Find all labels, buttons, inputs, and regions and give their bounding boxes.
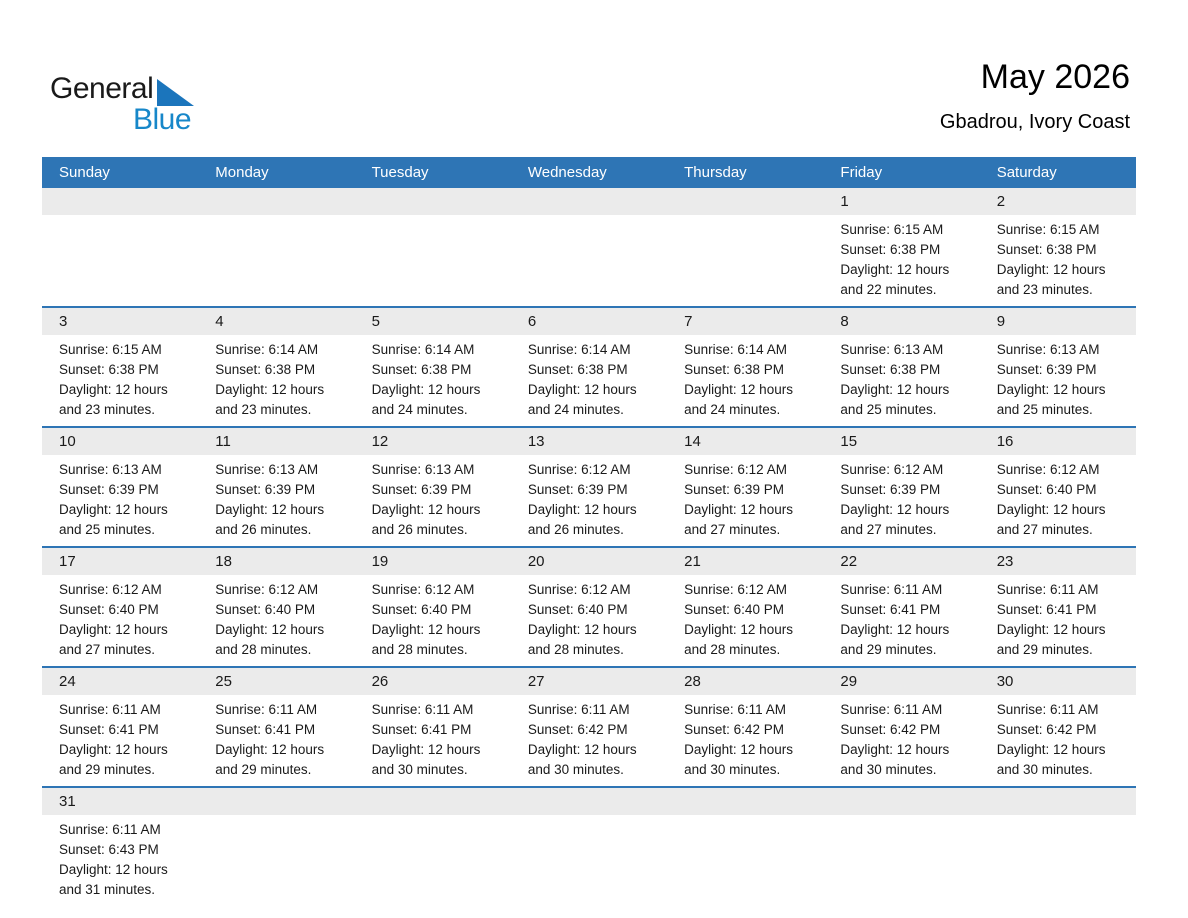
day-number: 2	[980, 188, 1136, 215]
day-info	[511, 455, 667, 546]
day-cell-26	[355, 668, 511, 786]
daylight-line-2: and 23 minutes.	[215, 402, 312, 417]
day-cell-8	[823, 308, 979, 426]
daylight-line-1: Daylight: 12 hours	[684, 382, 793, 397]
day-info	[823, 575, 979, 666]
sunset-line: Sunset: 6:40 PM	[996, 482, 1097, 497]
page-subtitle: Gbadrou, Ivory Coast	[939, 111, 1130, 133]
sunrise-line: Sunrise: 6:15 AM	[996, 222, 1100, 237]
day-cell-13	[511, 428, 667, 546]
day-number: 12	[355, 428, 511, 455]
daylight-line-1: Daylight: 12 hours	[996, 622, 1106, 637]
day-number: 6	[511, 308, 667, 335]
sunset-line: Sunset: 6:38 PM	[840, 242, 941, 257]
daylight-line-1: Daylight: 12 hours	[840, 262, 950, 277]
sunrise-line: Sunrise: 6:11 AM	[59, 702, 161, 717]
daylight-line-1: Daylight: 12 hours	[371, 382, 481, 397]
daylight-line-2: and 31 minutes.	[59, 882, 156, 897]
day-info	[980, 215, 1136, 306]
daylight-line-2: and 27 minutes.	[840, 522, 937, 537]
day-info	[980, 455, 1136, 546]
sunset-line: Sunset: 6:42 PM	[527, 722, 628, 737]
day-number-empty	[198, 788, 354, 815]
daylight-line-2: and 28 minutes.	[527, 642, 624, 657]
title-block	[940, 58, 1130, 134]
daylight-line-2: and 28 minutes.	[684, 642, 781, 657]
day-number-empty	[355, 188, 511, 215]
day-cell-21	[667, 548, 823, 666]
day-cell-11	[198, 428, 354, 546]
day-cell-23	[980, 548, 1136, 666]
day-info	[42, 335, 198, 426]
sunrise-line: Sunrise: 6:12 AM	[684, 582, 787, 597]
day-number: 3	[42, 308, 198, 335]
day-number: 5	[355, 308, 511, 335]
daylight-line-2: and 26 minutes.	[371, 522, 468, 537]
daylight-line-2: and 24 minutes.	[527, 402, 624, 417]
sunrise-line: Sunrise: 6:12 AM	[684, 462, 787, 477]
sunrise-line: Sunrise: 6:11 AM	[527, 702, 630, 717]
day-cell-24	[42, 668, 198, 786]
day-info	[42, 455, 198, 546]
day-info	[667, 695, 823, 786]
day-info	[198, 695, 354, 786]
sunrise-line: Sunrise: 6:11 AM	[684, 702, 786, 717]
sunrise-line: Sunrise: 6:13 AM	[59, 462, 162, 477]
day-info	[980, 335, 1136, 426]
sunset-line: Sunset: 6:41 PM	[215, 722, 316, 737]
daylight-line-1: Daylight: 12 hours	[59, 502, 168, 517]
sunrise-line: Sunrise: 6:14 AM	[215, 342, 319, 357]
sunrise-line: Sunrise: 6:11 AM	[996, 702, 1099, 717]
daylight-line-1: Daylight: 12 hours	[527, 382, 637, 397]
daylight-line-1: Daylight: 12 hours	[996, 382, 1106, 397]
day-number: 11	[198, 428, 354, 455]
week-row-6	[42, 788, 1136, 906]
day-cell-28	[667, 668, 823, 786]
daylight-line-2: and 28 minutes.	[371, 642, 468, 657]
sunset-line: Sunset: 6:38 PM	[371, 362, 472, 377]
daylight-line-2: and 29 minutes.	[996, 642, 1093, 657]
sunrise-line: Sunrise: 6:12 AM	[215, 582, 319, 597]
day-info	[823, 215, 979, 306]
day-cell-6	[511, 308, 667, 426]
day-info	[980, 695, 1136, 786]
day-cell-22	[823, 548, 979, 666]
day-info	[355, 695, 511, 786]
daylight-line-1: Daylight: 12 hours	[371, 742, 481, 757]
sunset-line: Sunset: 6:43 PM	[59, 842, 159, 857]
calendar-weeks	[42, 188, 1136, 906]
sunset-line: Sunset: 6:38 PM	[996, 242, 1097, 257]
general-blue-logo	[50, 72, 200, 134]
day-number: 27	[511, 668, 667, 695]
empty-day-cell	[198, 788, 354, 906]
day-number: 10	[42, 428, 198, 455]
daylight-line-1: Daylight: 12 hours	[527, 742, 637, 757]
sunrise-line: Sunrise: 6:12 AM	[996, 462, 1100, 477]
day-number: 21	[667, 548, 823, 575]
day-cell-9	[980, 308, 1136, 426]
day-number: 31	[42, 788, 198, 815]
day-number: 7	[667, 308, 823, 335]
day-cell-1	[823, 188, 979, 306]
daylight-line-1: Daylight: 12 hours	[59, 382, 168, 397]
day-cell-3	[42, 308, 198, 426]
daylight-line-1: Daylight: 12 hours	[996, 262, 1106, 277]
daylight-line-2: and 23 minutes.	[996, 282, 1093, 297]
day-number: 24	[42, 668, 198, 695]
sunset-line: Sunset: 6:39 PM	[59, 482, 159, 497]
day-number: 4	[198, 308, 354, 335]
daylight-line-1: Daylight: 12 hours	[996, 502, 1106, 517]
daylight-line-1: Daylight: 12 hours	[215, 742, 325, 757]
day-number-empty	[511, 188, 667, 215]
day-cell-29	[823, 668, 979, 786]
daylight-line-1: Daylight: 12 hours	[371, 622, 481, 637]
sunrise-line: Sunrise: 6:11 AM	[215, 702, 318, 717]
day-info	[980, 575, 1136, 666]
day-header-saturday: Saturday	[996, 164, 1057, 181]
day-cell-19	[355, 548, 511, 666]
sunrise-line: Sunrise: 6:14 AM	[684, 342, 787, 357]
day-cell-7	[667, 308, 823, 426]
empty-day-cell	[667, 188, 823, 306]
sunset-line: Sunset: 6:40 PM	[215, 602, 316, 617]
day-info	[511, 335, 667, 426]
day-number: 29	[823, 668, 979, 695]
day-info	[198, 575, 354, 666]
sunset-line: Sunset: 6:38 PM	[527, 362, 628, 377]
daylight-line-1: Daylight: 12 hours	[215, 382, 325, 397]
day-cell-5	[355, 308, 511, 426]
sunrise-line: Sunrise: 6:11 AM	[996, 582, 1099, 597]
daylight-line-1: Daylight: 12 hours	[59, 622, 168, 637]
daylight-line-2: and 30 minutes.	[527, 762, 624, 777]
sunset-line: Sunset: 6:39 PM	[996, 362, 1097, 377]
daylight-line-2: and 30 minutes.	[840, 762, 937, 777]
daylight-line-1: Daylight: 12 hours	[684, 502, 793, 517]
day-number: 22	[823, 548, 979, 575]
day-number-empty	[667, 188, 823, 215]
daylight-line-2: and 26 minutes.	[215, 522, 312, 537]
day-cell-14	[667, 428, 823, 546]
sunrise-line: Sunrise: 6:11 AM	[59, 822, 161, 837]
day-cell-31	[42, 788, 198, 906]
day-info	[511, 695, 667, 786]
daylight-line-2: and 29 minutes.	[840, 642, 937, 657]
sunset-line: Sunset: 6:38 PM	[840, 362, 941, 377]
sunrise-line: Sunrise: 6:15 AM	[59, 342, 162, 357]
week-row-4	[42, 548, 1136, 668]
day-number-empty	[980, 788, 1136, 815]
daylight-line-2: and 29 minutes.	[215, 762, 312, 777]
day-number-empty	[42, 188, 198, 215]
sunset-line: Sunset: 6:42 PM	[840, 722, 941, 737]
day-cell-17	[42, 548, 198, 666]
daylight-line-2: and 23 minutes.	[59, 402, 156, 417]
day-info	[42, 695, 198, 786]
sunrise-line: Sunrise: 6:12 AM	[527, 582, 631, 597]
daylight-line-1: Daylight: 12 hours	[840, 622, 950, 637]
sunrise-line: Sunrise: 6:12 AM	[527, 462, 631, 477]
day-cell-10	[42, 428, 198, 546]
day-number: 17	[42, 548, 198, 575]
sunset-line: Sunset: 6:39 PM	[840, 482, 941, 497]
day-number: 30	[980, 668, 1136, 695]
sunrise-line: Sunrise: 6:13 AM	[996, 342, 1100, 357]
sunset-line: Sunset: 6:38 PM	[684, 362, 784, 377]
day-info	[198, 455, 354, 546]
daylight-line-1: Daylight: 12 hours	[215, 622, 325, 637]
empty-day-cell	[42, 188, 198, 306]
daylight-line-2: and 29 minutes.	[59, 762, 156, 777]
day-number: 19	[355, 548, 511, 575]
page-title: May 2026	[980, 58, 1130, 96]
daylight-line-1: Daylight: 12 hours	[527, 622, 637, 637]
daylight-line-2: and 24 minutes.	[371, 402, 468, 417]
day-info	[355, 335, 511, 426]
day-info	[667, 575, 823, 666]
daylight-line-1: Daylight: 12 hours	[371, 502, 481, 517]
sunset-line: Sunset: 6:41 PM	[371, 722, 472, 737]
day-info	[511, 575, 667, 666]
empty-day-cell	[355, 788, 511, 906]
day-cell-20	[511, 548, 667, 666]
daylight-line-2: and 30 minutes.	[996, 762, 1093, 777]
sunset-line: Sunset: 6:38 PM	[59, 362, 159, 377]
sunrise-line: Sunrise: 6:14 AM	[527, 342, 631, 357]
sunrise-line: Sunrise: 6:12 AM	[371, 582, 475, 597]
empty-day-cell	[198, 188, 354, 306]
daylight-line-1: Daylight: 12 hours	[840, 502, 950, 517]
daylight-line-1: Daylight: 12 hours	[840, 382, 950, 397]
day-info	[823, 695, 979, 786]
daylight-line-2: and 24 minutes.	[684, 402, 781, 417]
daylight-line-1: Daylight: 12 hours	[684, 622, 793, 637]
day-number: 26	[355, 668, 511, 695]
empty-day-cell	[823, 788, 979, 906]
sunset-line: Sunset: 6:39 PM	[527, 482, 628, 497]
sunset-line: Sunset: 6:38 PM	[215, 362, 316, 377]
day-number: 1	[823, 188, 979, 215]
day-number-empty	[667, 788, 823, 815]
day-number-empty	[198, 188, 354, 215]
day-number: 16	[980, 428, 1136, 455]
day-number: 13	[511, 428, 667, 455]
empty-day-cell	[511, 788, 667, 906]
logo-general-text: General	[50, 72, 154, 105]
day-number-empty	[355, 788, 511, 815]
sunset-line: Sunset: 6:41 PM	[59, 722, 159, 737]
sunrise-line: Sunrise: 6:15 AM	[840, 222, 944, 237]
day-cell-2	[980, 188, 1136, 306]
sunrise-line: Sunrise: 6:13 AM	[840, 342, 944, 357]
sunrise-line: Sunrise: 6:11 AM	[371, 702, 474, 717]
sunset-line: Sunset: 6:41 PM	[996, 602, 1097, 617]
sunrise-line: Sunrise: 6:12 AM	[840, 462, 944, 477]
daylight-line-1: Daylight: 12 hours	[215, 502, 325, 517]
day-info	[42, 815, 198, 906]
day-header-sunday: Sunday	[59, 164, 110, 181]
day-info	[667, 455, 823, 546]
day-cell-25	[198, 668, 354, 786]
day-info	[198, 335, 354, 426]
day-number: 14	[667, 428, 823, 455]
day-cell-30	[980, 668, 1136, 786]
day-number-empty	[511, 788, 667, 815]
day-info	[355, 575, 511, 666]
daylight-line-2: and 27 minutes.	[684, 522, 781, 537]
week-row-3	[42, 428, 1136, 548]
day-number: 9	[980, 308, 1136, 335]
daylight-line-2: and 25 minutes.	[996, 402, 1093, 417]
daylight-line-1: Daylight: 12 hours	[996, 742, 1106, 757]
sunrise-line: Sunrise: 6:13 AM	[371, 462, 475, 477]
daylight-line-2: and 28 minutes.	[215, 642, 312, 657]
daylight-line-2: and 27 minutes.	[996, 522, 1093, 537]
sunrise-line: Sunrise: 6:12 AM	[59, 582, 162, 597]
sunset-line: Sunset: 6:39 PM	[371, 482, 472, 497]
daylight-line-1: Daylight: 12 hours	[840, 742, 950, 757]
sunset-line: Sunset: 6:40 PM	[684, 602, 784, 617]
day-cell-12	[355, 428, 511, 546]
day-info	[667, 335, 823, 426]
day-info	[42, 575, 198, 666]
sunrise-line: Sunrise: 6:11 AM	[840, 702, 943, 717]
sunrise-line: Sunrise: 6:14 AM	[371, 342, 475, 357]
day-header-tuesday: Tuesday	[371, 164, 429, 181]
sunset-line: Sunset: 6:40 PM	[59, 602, 159, 617]
day-number: 25	[198, 668, 354, 695]
sunset-line: Sunset: 6:39 PM	[684, 482, 784, 497]
day-info	[823, 335, 979, 426]
daylight-line-1: Daylight: 12 hours	[684, 742, 793, 757]
empty-day-cell	[511, 188, 667, 306]
week-row-5	[42, 668, 1136, 788]
week-row-1	[42, 188, 1136, 308]
sunset-line: Sunset: 6:42 PM	[684, 722, 784, 737]
sunset-line: Sunset: 6:40 PM	[527, 602, 628, 617]
sunrise-line: Sunrise: 6:11 AM	[840, 582, 943, 597]
logo-triangle-icon	[157, 79, 194, 106]
day-header-thursday: Thursday	[684, 164, 747, 181]
week-row-2	[42, 308, 1136, 428]
daylight-line-2: and 25 minutes.	[840, 402, 937, 417]
logo-blue-text: Blue	[133, 103, 192, 136]
sunset-line: Sunset: 6:41 PM	[840, 602, 941, 617]
daylight-line-2: and 25 minutes.	[59, 522, 156, 537]
daylight-line-2: and 30 minutes.	[371, 762, 468, 777]
day-number: 23	[980, 548, 1136, 575]
daylight-line-1: Daylight: 12 hours	[527, 502, 637, 517]
day-number: 15	[823, 428, 979, 455]
empty-day-cell	[667, 788, 823, 906]
day-number: 18	[198, 548, 354, 575]
day-header-monday: Monday	[215, 164, 269, 181]
day-header-wednesday: Wednesday	[527, 164, 607, 181]
day-info	[823, 455, 979, 546]
sunset-line: Sunset: 6:39 PM	[215, 482, 316, 497]
day-header-friday: Friday	[840, 164, 883, 181]
day-cell-16	[980, 428, 1136, 546]
empty-day-cell	[355, 188, 511, 306]
day-cell-4	[198, 308, 354, 426]
sunset-line: Sunset: 6:42 PM	[996, 722, 1097, 737]
day-info	[355, 455, 511, 546]
day-cell-27	[511, 668, 667, 786]
sunrise-line: Sunrise: 6:13 AM	[215, 462, 319, 477]
daylight-line-2: and 30 minutes.	[684, 762, 781, 777]
day-number: 8	[823, 308, 979, 335]
day-number: 28	[667, 668, 823, 695]
day-cell-15	[823, 428, 979, 546]
day-number: 20	[511, 548, 667, 575]
daylight-line-2: and 27 minutes.	[59, 642, 156, 657]
daylight-line-1: Daylight: 12 hours	[59, 742, 168, 757]
daylight-line-2: and 26 minutes.	[527, 522, 624, 537]
day-header-row	[42, 157, 1136, 188]
empty-day-cell	[980, 788, 1136, 906]
daylight-line-1: Daylight: 12 hours	[59, 862, 168, 877]
sunset-line: Sunset: 6:40 PM	[371, 602, 472, 617]
daylight-line-2: and 22 minutes.	[840, 282, 937, 297]
calendar-table	[42, 157, 1136, 906]
day-cell-18	[198, 548, 354, 666]
day-number-empty	[823, 788, 979, 815]
